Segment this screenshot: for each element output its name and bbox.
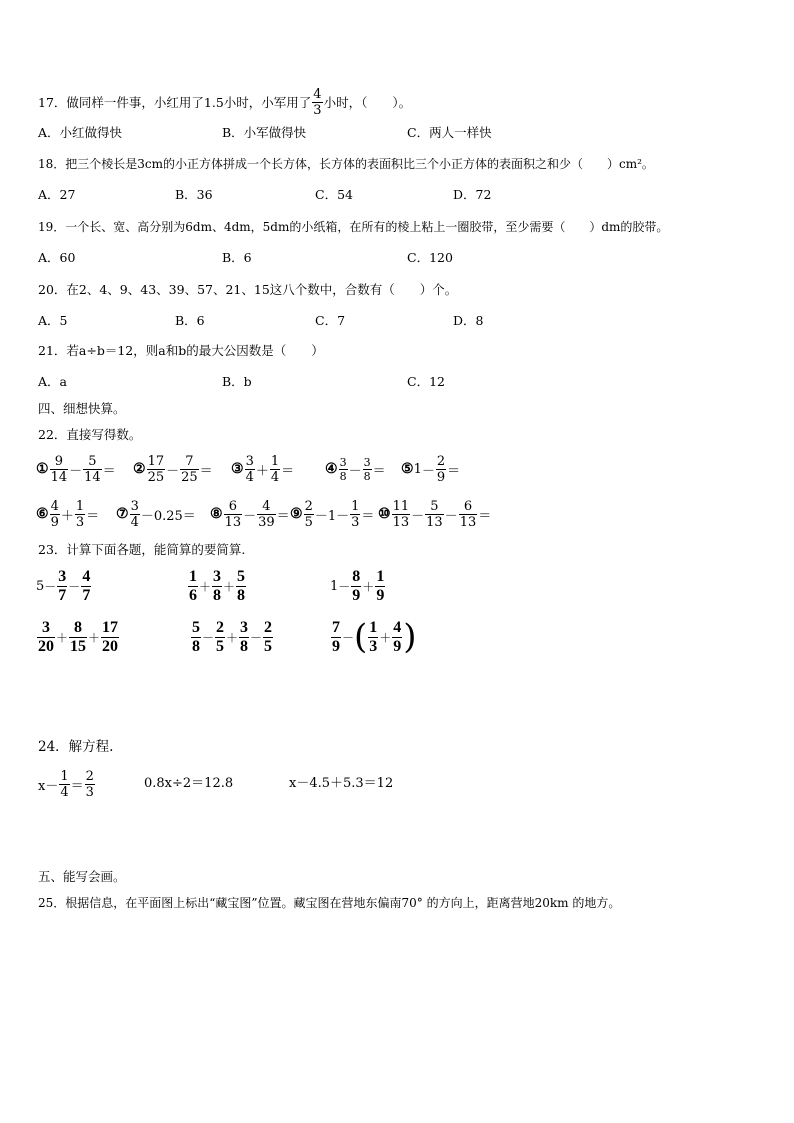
q17-text-b: 小时，（ ）。 <box>323 94 412 110</box>
q20-stem: 20．在2、4、9、43、39、57、21、15这八个数中，合数有（ ）个。 <box>38 282 458 297</box>
q19-stem: 19．一个长、宽、高分别为6dm、4dm，5dm的小纸箱，在所有的棱上粘上一圈胶带，至少需要（ ）dm的胶带。 <box>38 220 669 234</box>
q21-option-b[interactable]: B．b <box>222 374 252 389</box>
q18-option-a[interactable]: A．27 <box>38 187 76 202</box>
q20-option-c[interactable]: C．7 <box>315 313 346 328</box>
q22-title: 22．直接写得数。 <box>38 427 142 442</box>
q21-option-c[interactable]: C．12 <box>407 374 445 389</box>
q22-item-1: ① $\frac{9}{14}$ － $\frac{5}{14}$ ＝ <box>36 453 116 485</box>
q22-item-8: ⑧ $\frac{6}{13}$ － $\frac{4}{39}$ ＝ <box>210 498 290 530</box>
q24-equation-2: 0.8x÷2＝12.8 <box>144 776 234 791</box>
q22-item-2: ② $\frac{17}{25}$ － $\frac{7}{25}$ ＝ <box>133 453 213 485</box>
q18-stem: 18．把三个棱长是3cm的小正方体拼成一个长方体，长方体的表面积比三个小正方体的表面积之和少（ ）cm²。 <box>38 157 654 171</box>
q22-item-9: ⑨ $\frac{2}{5}$ －1－ $\frac{1}{3}$ ＝ <box>290 498 375 530</box>
q18-option-c[interactable]: C．54 <box>315 187 353 202</box>
q22-item-3: ③ $\frac{3}{4}$ ＋ $\frac{1}{4}$ ＝ <box>231 453 295 485</box>
q17-fraction: $\frac{4}{3}$ <box>313 87 322 118</box>
q23-expr-3: 1 － $\frac{8}{9}$ ＋ $\frac{1}{9}$ <box>330 567 385 604</box>
q23-expr-5: $\frac{5}{8}$ － $\frac{2}{5}$ ＋ $\frac{3}{8}$ － $\frac{2}{5}$ <box>192 618 273 655</box>
q23-expr-6: $\frac{7}{9}$ － ( $\frac{1}{3}$ ＋ $\frac{4}{9}$ ) <box>332 617 417 657</box>
q17-option-a[interactable]: A．小红做得快 <box>38 125 123 140</box>
q22-row-2 <box>36 496 491 532</box>
section-5-heading: 五、能写会画。 <box>38 869 126 884</box>
q20-option-a[interactable]: A．5 <box>38 313 68 328</box>
q23-expr-2: $\frac{1}{6}$ ＋ $\frac{3}{8}$ ＋ $\frac{5}{8}$ <box>189 567 246 604</box>
q19-option-c[interactable]: C．120 <box>407 250 453 265</box>
q21-option-a[interactable]: A．a <box>38 374 67 389</box>
q17-option-c[interactable]: C．两人一样快 <box>407 125 492 140</box>
q22-row-1 <box>36 452 460 486</box>
q20-option-b[interactable]: B．6 <box>175 313 205 328</box>
q23-expr-4: $\frac{3}{20}$ ＋ $\frac{8}{15}$ ＋ $\frac{17}{20}$ <box>38 618 119 655</box>
q20-option-d[interactable]: D．8 <box>453 313 484 328</box>
close-paren: ) <box>403 617 417 657</box>
section-4-heading: 四、细想快算。 <box>38 401 126 416</box>
open-paren: ( <box>354 617 368 657</box>
q24-equation-3: x－4.5＋5.3＝12 <box>289 776 394 791</box>
q18-option-b[interactable]: B．36 <box>175 187 213 202</box>
q17-text-a: 17．做同样一件事，小红用了1.5小时，小军用了 <box>38 94 312 110</box>
q25-stem: 25．根据信息，在平面图上标出“藏宝图”位置。藏宝图在营地东偏南70° 的方向上，距离营地20km 的地方。 <box>38 896 621 910</box>
q22-item-6: ⑥ $\frac{4}{9}$ ＋ $\frac{1}{3}$ ＝ <box>36 498 100 530</box>
q24-equation-1: x－ $\frac{1}{4}$ ＝ $\frac{2}{3}$ <box>38 768 94 800</box>
q17-option-b[interactable]: B．小军做得快 <box>222 125 307 140</box>
q23-expr-1: 5 － $\frac{3}{7}$ － $\frac{4}{7}$ <box>36 567 91 604</box>
q17-stem <box>38 88 411 117</box>
q22-item-7: ⑦ $\frac{3}{4}$ －0.25＝ <box>116 498 196 530</box>
q24-title: 24．解方程. <box>38 739 114 755</box>
q22-item-10: ⑩ $\frac{11}{13}$ － $\frac{5}{13}$ － $\frac{6}{13}$ ＝ <box>378 498 492 530</box>
q21-stem: 21．若a÷b＝12，则a和b的最大公因数是（ ） <box>38 343 324 358</box>
q23-title: 23．计算下面各题，能简算的要简算. <box>38 542 246 557</box>
q22-item-5: ⑤ 1 － $\frac{2}{9}$ ＝ <box>401 453 461 485</box>
q19-option-a[interactable]: A．60 <box>38 250 76 265</box>
q19-option-b[interactable]: B．6 <box>222 250 252 265</box>
q18-option-d[interactable]: D．72 <box>453 187 492 202</box>
q22-item-4: ④ $\frac{3}{8}$ － $\frac{3}{8}$ ＝ <box>325 455 386 483</box>
